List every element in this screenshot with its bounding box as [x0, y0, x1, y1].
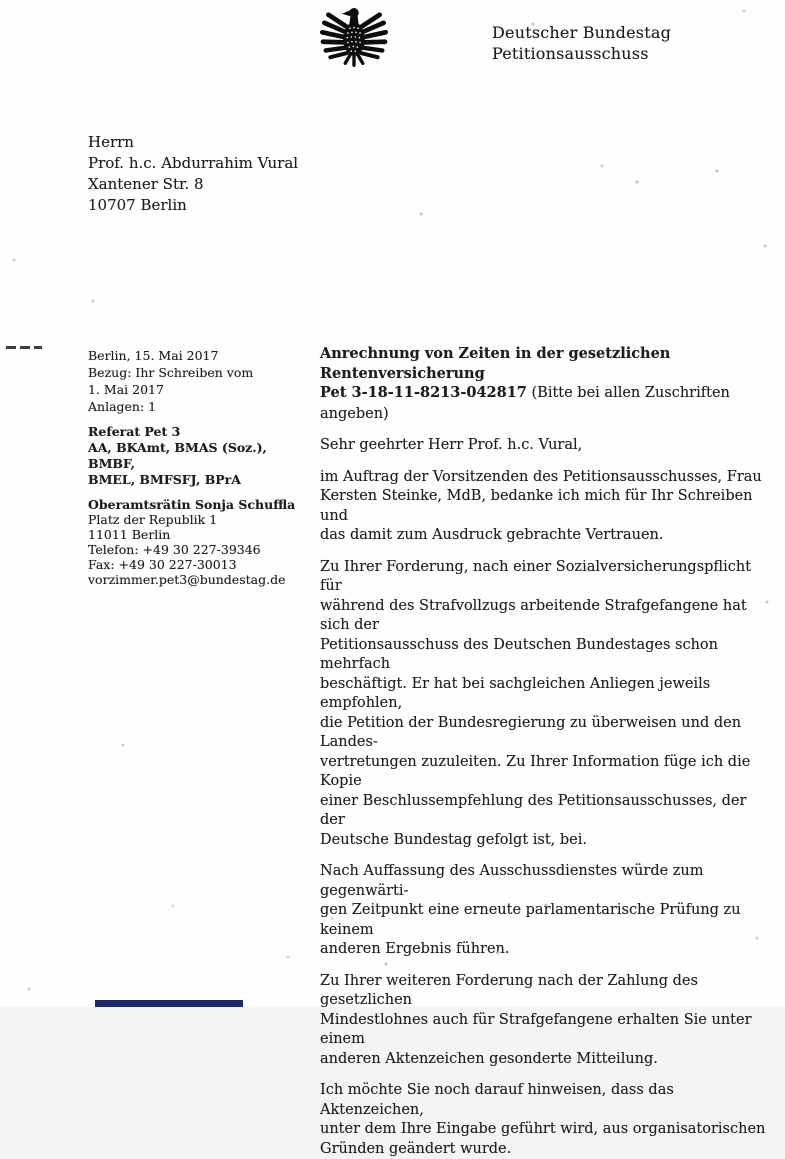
contact-name: Oberamtsrätin Sonja Schuffla	[88, 497, 314, 512]
paragraph-4	[320, 972, 775, 1070]
contact-email: vorzimmer.pet3@bundestag.de	[88, 572, 314, 587]
bundesadler-eagle-icon	[320, 6, 388, 68]
masthead	[492, 22, 671, 64]
salutation: Sehr geehrter Herr Prof. h.c. Vural,	[320, 436, 775, 456]
paragraph-2	[320, 558, 775, 851]
paragraph-3	[320, 862, 775, 960]
text-line: Ich möchte Sie noch darauf hinweisen, dass das Aktenzeichen,	[320, 1081, 775, 1120]
scan-noise-speckles	[0, 0, 2, 2]
date-reference-block	[88, 347, 314, 415]
recipient-line: 10707 Berlin	[88, 195, 298, 216]
contact-city: 11011 Berlin	[88, 527, 314, 542]
text-line: beschäftigt. Er hat bei sachgleichen Anliegen jeweils empfohlen,	[320, 675, 775, 714]
text-line: Deutsche Bundestag gefolgt ist, bei.	[320, 831, 775, 851]
text-line: während des Strafvollzugs arbeitende Strafgefangene hat sich der	[320, 597, 775, 636]
letter-body	[320, 344, 775, 1159]
referat-line: Referat Pet 3	[88, 424, 314, 440]
reference-line: Bezug: Ihr Schreiben vom	[88, 364, 314, 381]
text-line: einer Beschlussempfehlung des Petitionsausschusses, der der	[320, 792, 775, 831]
text-line: gen Zeitpunkt eine erneute parlamentarische Prüfung zu keinem	[320, 901, 775, 940]
referat-line: BMEL, BMFSFJ, BPrA	[88, 472, 314, 488]
info-column	[88, 347, 314, 587]
enclosures-line: Anlagen: 1	[88, 398, 314, 415]
reference-date-line: 1. Mai 2017	[88, 381, 314, 398]
text-line: Zu Ihrer Forderung, nach einer Sozialversicherungspflicht für	[320, 558, 775, 597]
text-line: die Petition der Bundesregierung zu überweisen und den Landes-	[320, 714, 775, 753]
recipient-address	[88, 132, 298, 216]
recipient-line: Xantener Str. 8	[88, 174, 298, 195]
contact-street: Platz der Republik 1	[88, 512, 314, 527]
date-line: Berlin, 15. Mai 2017	[88, 347, 314, 364]
subject-title: Anrechnung von Zeiten in der gesetzlichen Rentenversicherung	[320, 344, 775, 383]
text-line: Petitionsausschuss des Deutschen Bundestages schon mehrfach	[320, 636, 775, 675]
paragraph-5	[320, 1081, 775, 1159]
text-line: das damit zum Ausdruck gebrachte Vertrauen.	[320, 526, 775, 546]
contact-phone: Telefon: +49 30 227-39346	[88, 542, 314, 557]
text-line: anderen Aktenzeichen gesonderte Mitteilung.	[320, 1050, 775, 1070]
contact-block	[88, 497, 314, 587]
contact-fax: Fax: +49 30 227-30013	[88, 557, 314, 572]
fold-mark	[6, 346, 42, 349]
referat-block	[88, 424, 314, 488]
paragraph-1	[320, 468, 775, 546]
referat-line: AA, BKAmt, BMAS (Soz.), BMBF,	[88, 440, 314, 472]
text-line: Gründen geändert wurde.	[320, 1140, 775, 1159]
text-line: anderen Ergebnis führen.	[320, 940, 775, 960]
text-line: Kersten Steinke, MdB, bedanke ich mich für Ihr Schreiben und	[320, 487, 775, 526]
petition-number: Pet 3-18-11-8213-042817	[320, 384, 527, 401]
text-line: Mindestlohnes auch für Strafgefangene erhalten Sie unter einem	[320, 1011, 775, 1050]
recipient-line: Herrn	[88, 132, 298, 153]
committee-name: Petitionsausschuss	[492, 43, 671, 64]
footer-scan-bar	[95, 1000, 243, 1007]
subject-note: (Bitte bei allen Zuschriften angeben)	[320, 385, 730, 422]
recipient-line: Prof. h.c. Abdurrahim Vural	[88, 153, 298, 174]
subject-block	[320, 344, 775, 424]
text-line: Nach Auffassung des Ausschussdienstes würde zum gegenwärti-	[320, 862, 775, 901]
text-line: im Auftrag der Vorsitzenden des Petitionsausschusses, Frau	[320, 468, 775, 488]
text-line: Zu Ihrer weiteren Forderung nach der Zahlung des gesetzlichen	[320, 972, 775, 1011]
text-line: vertretungen zuzuleiten. Zu Ihrer Information füge ich die Kopie	[320, 753, 775, 792]
org-name: Deutscher Bundestag	[492, 22, 671, 43]
text-line: unter dem Ihre Eingabe geführt wird, aus organisatorischen	[320, 1120, 775, 1140]
subject-reference-line	[320, 383, 775, 424]
